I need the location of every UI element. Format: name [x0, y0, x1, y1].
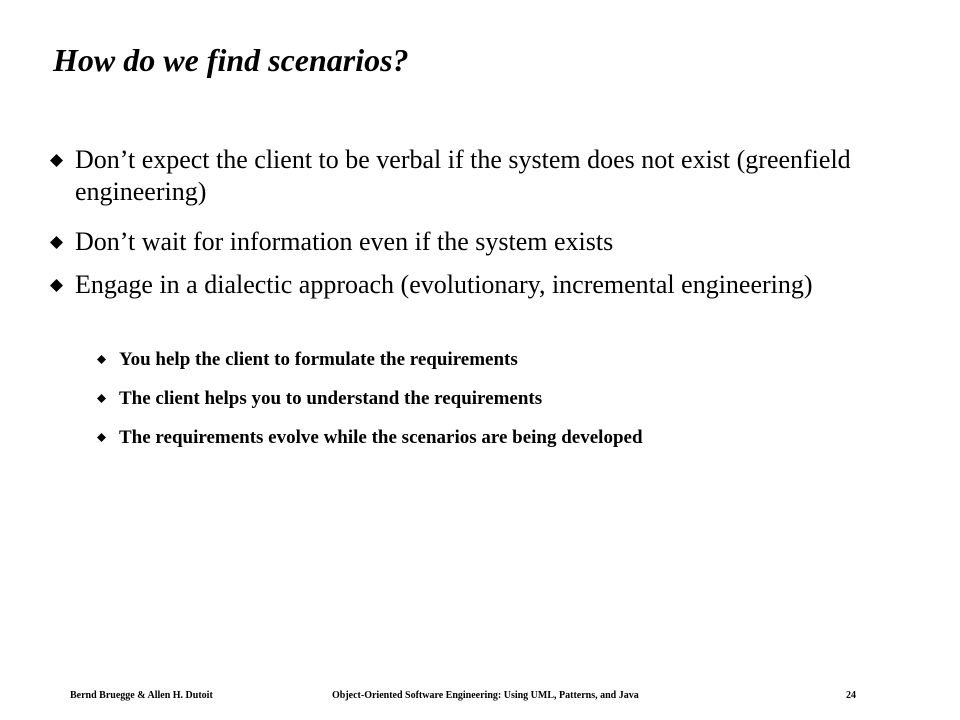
- sub-bullet-text-3: The requirements evolve while the scenarios are being developed: [119, 427, 643, 448]
- bullet-text-1: Don’t expect the client to be verbal if the system does not exist (greenfield engineering): [75, 145, 851, 206]
- footer-authors: Bernd Bruegge & Allen H. Dutoit: [70, 690, 213, 701]
- bullet-text-2: Don’t wait for information even if the system exists: [75, 227, 614, 256]
- footer-page-number: 24: [846, 690, 856, 701]
- bullet-text-3: Engage in a dialectic approach (evolutionary, incremental engineering): [75, 270, 813, 299]
- sub-bullet-item-1: [97, 348, 917, 372]
- footer-book-title: Object-Oriented Software Engineering: Using UML, Patterns, and Java: [332, 690, 639, 701]
- sub-bullet-text-1: You help the client to formulate the requirements: [119, 349, 518, 370]
- small-diamond-bullet-icon: [97, 433, 106, 442]
- bullet-item-1: [50, 144, 910, 208]
- sub-bullet-item-2: [97, 387, 917, 411]
- small-diamond-bullet-icon: [97, 394, 106, 403]
- slide-title: How do we find scenarios?: [53, 42, 409, 78]
- small-diamond-bullet-icon: [97, 355, 106, 364]
- bullet-item-2: [50, 226, 910, 258]
- sub-bullet-item-3: [97, 426, 917, 450]
- bullet-item-3: [50, 269, 910, 301]
- diamond-bullet-icon: [50, 279, 63, 292]
- sub-bullet-text-2: The client helps you to understand the requirements: [119, 388, 543, 409]
- diamond-bullet-icon: [50, 236, 63, 249]
- diamond-bullet-icon: [50, 154, 63, 167]
